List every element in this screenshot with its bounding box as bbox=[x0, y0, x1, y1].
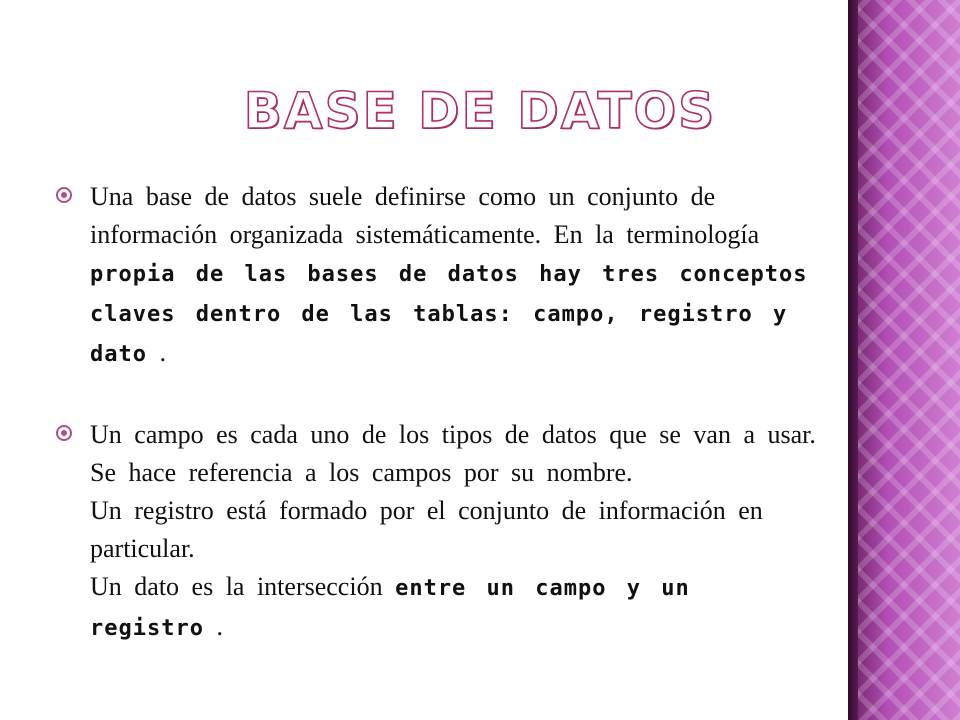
slide-title: BASE DE DATOS bbox=[243, 82, 717, 140]
bullet-text: Una base de datos suele definirse como un conjunto de información organizada sistemáticamente. En la terminología bbox=[90, 182, 760, 249]
bullet-text-dato: Un dato es la intersección bbox=[90, 572, 396, 601]
symbol-font-text: propia de las bases de datos hay tres conceptos claves dentro de las tablas: campo, registro y dato bbox=[90, 262, 808, 367]
bullet-text-campo: Un campo es cada uno de los tipos de datos que se van a usar. Se hace referencia a los campos por su nombre. bbox=[90, 420, 816, 487]
circle-dot-bullet-icon bbox=[56, 187, 72, 203]
bullet-text-end: . bbox=[216, 612, 223, 641]
bullet-item-definition bbox=[56, 178, 816, 374]
bullet-text-end: . bbox=[159, 338, 166, 367]
circle-dot-bullet-icon bbox=[56, 425, 72, 441]
bullet-item-campo bbox=[56, 416, 816, 648]
bullet-text-registro: Un registro está formado por el conjunto de información en particular. bbox=[90, 496, 763, 563]
decorative-side-band bbox=[848, 0, 960, 720]
symbol-font-text: entre un campo y un registro bbox=[90, 576, 690, 641]
slide-body bbox=[56, 178, 816, 648]
